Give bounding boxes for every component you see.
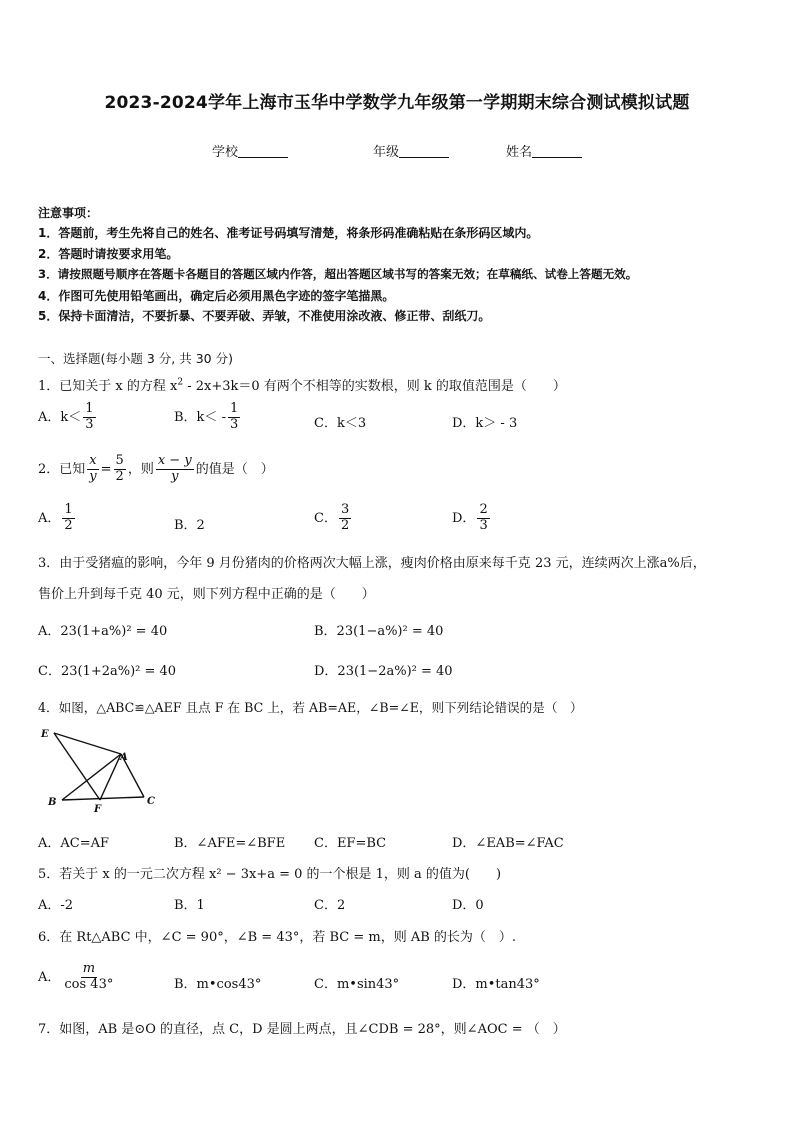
numerator: 1 bbox=[85, 401, 94, 416]
q3-option-b[interactable]: B．23(1−a%)² = 40 bbox=[314, 624, 444, 639]
q1-stem-b: - 2x+3k＝0 有两个不相等的实数根，则 k 的取值范围是（ ） bbox=[183, 379, 566, 394]
option-label: D． bbox=[452, 510, 476, 526]
grade-label: 年级 bbox=[373, 145, 400, 160]
fraction bbox=[62, 962, 115, 993]
numerator: 1 bbox=[64, 502, 73, 517]
school-label: 学校 bbox=[212, 145, 239, 160]
fraction bbox=[83, 402, 95, 433]
q1-option-c[interactable]: C．k＜3 bbox=[314, 416, 367, 431]
q1-option-d[interactable]: D．k＞ - 3 bbox=[452, 416, 518, 431]
fraction bbox=[477, 503, 489, 534]
question-2-stem bbox=[38, 454, 274, 485]
question-3-line2: 售价上升到每千克 40 元，则下列方程中正确的是（ ） bbox=[38, 587, 375, 602]
name-label: 姓名 bbox=[506, 145, 533, 160]
denominator: cos 43° bbox=[64, 976, 114, 992]
point-label-e: E bbox=[41, 729, 49, 740]
numerator: x − y bbox=[157, 453, 192, 468]
q3-option-d[interactable]: D．23(1−2a%)² = 40 bbox=[314, 664, 453, 679]
option-label: A． bbox=[38, 969, 61, 985]
name-blank[interactable] bbox=[532, 145, 582, 158]
q3-option-a[interactable]: A．23(1+a%)² = 40 bbox=[38, 624, 168, 639]
q2-equals: = bbox=[100, 461, 112, 477]
q1-option-a[interactable] bbox=[38, 402, 98, 433]
name-field bbox=[506, 141, 582, 160]
grade-blank[interactable] bbox=[399, 145, 449, 158]
option-label: C． bbox=[314, 510, 337, 526]
denominator: 2 bbox=[115, 468, 124, 484]
fraction bbox=[156, 454, 194, 485]
school-field bbox=[212, 141, 288, 160]
notice-item: 3．请按照题号顺序在答题卡各题目的答题区域内作答，超出答题区域书写的答案无效；在草稿纸、试卷上答题无效。 bbox=[38, 267, 638, 281]
notice-item: 1．答题前，考生先将自己的姓名、准考证号码填写清楚，将条形码准确粘贴在条形码区域内。 bbox=[38, 226, 539, 240]
q5-option-d[interactable]: D．0 bbox=[452, 898, 484, 913]
q2-option-c[interactable] bbox=[314, 503, 353, 534]
segment-ea bbox=[54, 733, 121, 754]
q2-option-a[interactable] bbox=[38, 503, 77, 534]
q2-option-d[interactable] bbox=[452, 503, 492, 534]
q1-exponent: 2 bbox=[177, 377, 184, 388]
denominator: 3 bbox=[229, 416, 239, 432]
numerator: x bbox=[89, 453, 97, 468]
q4-option-b[interactable]: B．∠AFE=∠BFE bbox=[174, 836, 286, 851]
notice-item: 2．答题时请按要求用笔。 bbox=[38, 247, 179, 261]
school-blank[interactable] bbox=[238, 145, 288, 158]
question-4-stem: 4．如图，△ABC≌△AEF 且点 F 在 BC 上，若 AB=AE，∠B=∠E，则下列结论错误的是（ ） bbox=[38, 700, 583, 715]
q6-option-b[interactable]: B．m•cos43° bbox=[174, 977, 262, 992]
segment-ef bbox=[54, 733, 100, 800]
point-label-f: F bbox=[94, 804, 102, 815]
notice-heading: 注意事项： bbox=[38, 206, 99, 220]
segment-bc bbox=[62, 797, 144, 800]
q4-option-c[interactable]: C．EF=BC bbox=[314, 836, 387, 851]
denominator: 2 bbox=[340, 517, 350, 533]
denominator: 3 bbox=[85, 416, 94, 432]
numerator: 2 bbox=[479, 502, 488, 517]
page-title: 2023-2024学年上海市玉华中学数学九年级第一学期期末综合测试模拟试题 bbox=[104, 93, 690, 113]
segment-ab bbox=[62, 754, 121, 800]
question-3-line1: 3．由于受猪瘟的影响，今年 9 月份猪肉的价格两次大幅上涨，瘦肉价格由原来每千克 23 元，连续两次上涨a%后， bbox=[38, 556, 706, 571]
fraction bbox=[62, 503, 74, 534]
triangle-figure bbox=[38, 725, 168, 815]
grade-field bbox=[373, 141, 449, 160]
segment-af bbox=[100, 754, 121, 800]
q2-post: 的值是（ ） bbox=[195, 461, 274, 477]
fraction bbox=[228, 402, 240, 433]
section-heading: 一、选择题(每小题 3 分, 共 30 分) bbox=[38, 351, 233, 366]
q6-option-d[interactable]: D．m•tan43° bbox=[452, 977, 540, 992]
denominator: 2 bbox=[64, 517, 73, 533]
notice-item: 5．保持卡面清洁，不要折暴、不要弄破、弄皱，不准使用涂改液、修正带、刮纸刀。 bbox=[38, 309, 491, 323]
question-5-stem: 5．若关于 x 的一元二次方程 x² − 3x+a = 0 的一个根是 1，则 a 的值为( ) bbox=[38, 867, 502, 882]
numerator: 1 bbox=[229, 401, 239, 416]
q2-mid: ，则 bbox=[127, 461, 154, 477]
q6-option-a[interactable] bbox=[38, 962, 117, 993]
q5-option-c[interactable]: C．2 bbox=[314, 898, 346, 913]
q6-option-c[interactable]: C．m•sin43° bbox=[314, 977, 400, 992]
numerator: 3 bbox=[340, 502, 350, 517]
q3-option-c[interactable]: C．23(1+2a%)² = 40 bbox=[38, 664, 177, 679]
numerator: 5 bbox=[115, 453, 124, 468]
q4-option-d[interactable]: D．∠EAB=∠FAC bbox=[452, 836, 564, 851]
denominator: 3 bbox=[479, 517, 488, 533]
point-label-c: C bbox=[147, 796, 155, 807]
fraction bbox=[114, 454, 126, 485]
question-1-stem bbox=[38, 375, 566, 394]
fraction bbox=[87, 454, 98, 485]
point-label-a: A bbox=[120, 752, 128, 763]
numerator: m bbox=[82, 961, 96, 976]
q4-option-a[interactable]: A．AC=AF bbox=[38, 836, 110, 851]
notice-item: 4．作图可先使用铅笔画出，确定后必须用黑色字迹的签字笔描黑。 bbox=[38, 289, 395, 303]
question-6-stem: 6．在 Rt△ABC 中，∠C = 90°，∠B = 43°，若 BC = m，则 AB 的长为（ ）. bbox=[38, 930, 517, 945]
q5-option-a[interactable]: A．-2 bbox=[38, 898, 74, 913]
q5-option-b[interactable]: B．1 bbox=[174, 898, 205, 913]
denominator: y bbox=[171, 468, 179, 484]
denominator: y bbox=[89, 468, 97, 484]
question-7-stem: 7．如图，AB 是⊙O 的直径，点 C，D 是圆上两点，且∠CDB = 28°，则∠AOC = （ ） bbox=[38, 1022, 566, 1037]
option-label: A． bbox=[38, 510, 61, 526]
option-label: A．k＜ bbox=[38, 409, 82, 425]
option-label: B．k＜ - bbox=[174, 409, 226, 425]
point-label-b: B bbox=[48, 797, 57, 808]
fraction bbox=[339, 503, 351, 534]
q1-option-b[interactable] bbox=[174, 402, 242, 433]
q1-stem-a: 1．已知关于 x 的方程 x bbox=[38, 379, 178, 394]
q2-pre: 2．已知 bbox=[38, 461, 86, 477]
q2-option-b[interactable]: B．2 bbox=[174, 518, 205, 533]
